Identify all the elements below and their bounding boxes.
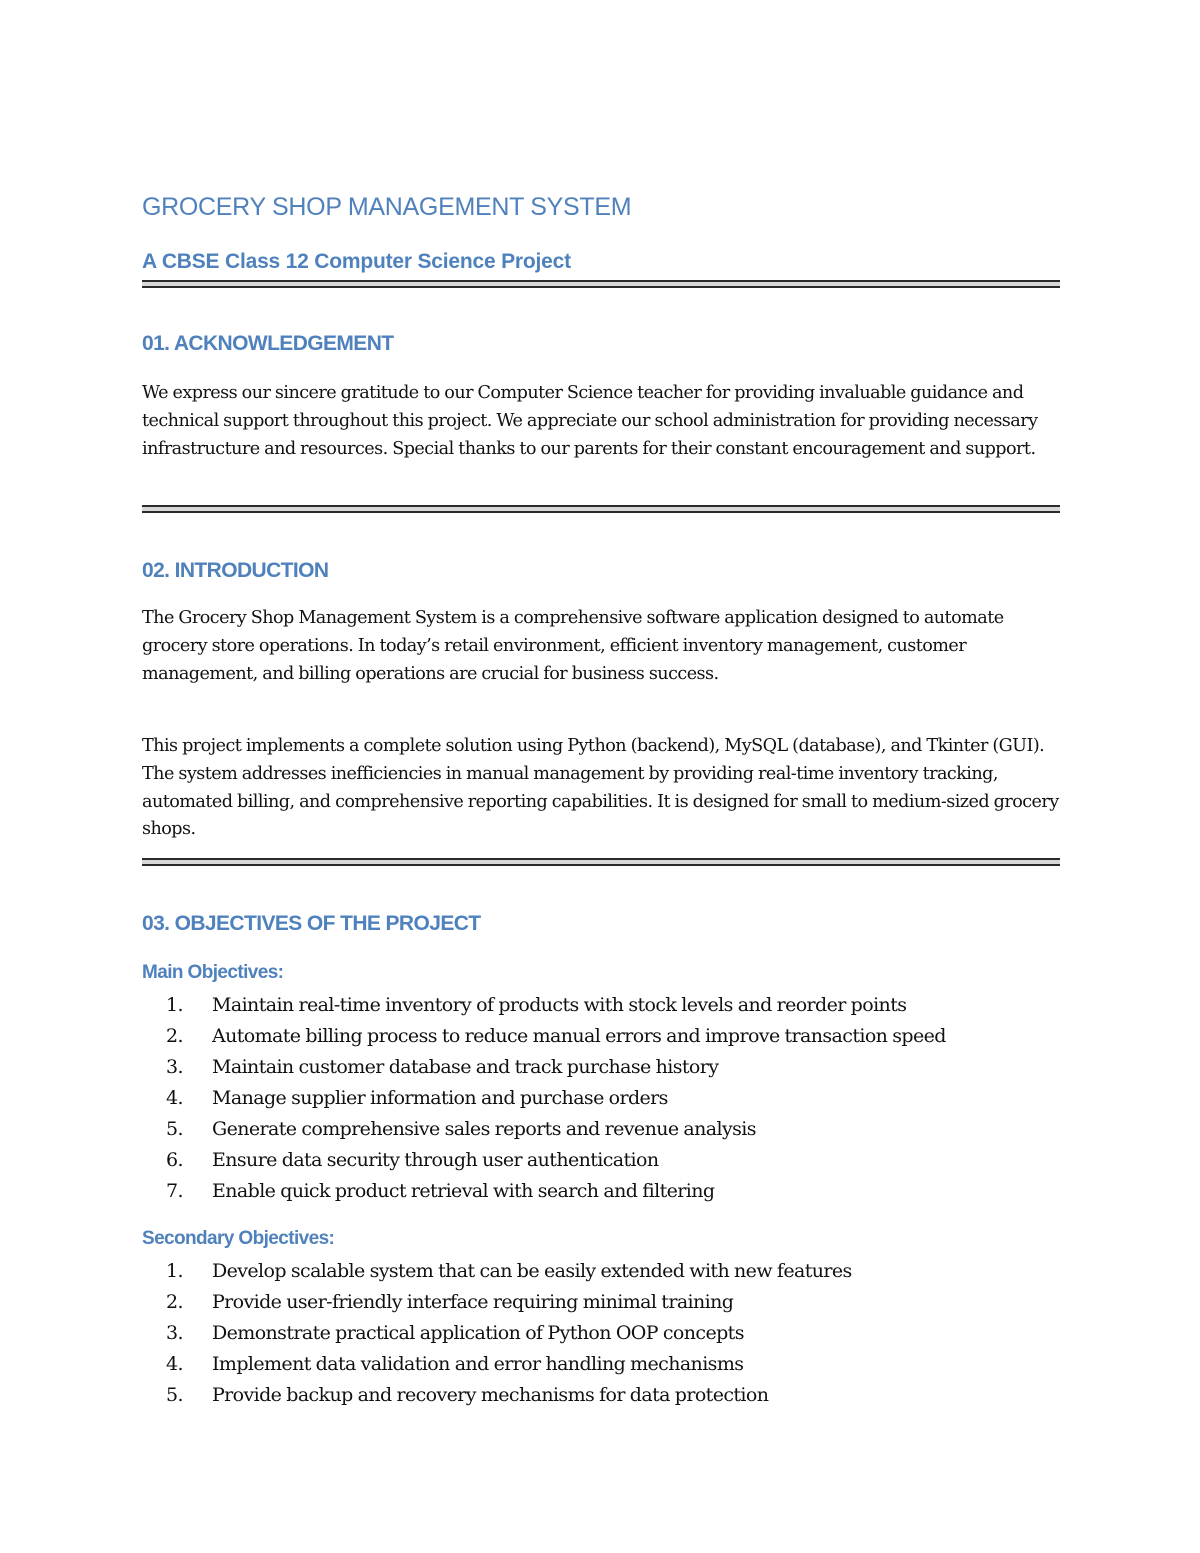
- list-text: Develop scalable system that can be easily extended with new features: [212, 1260, 852, 1282]
- list-text: Ensure data security through user authentication: [212, 1149, 659, 1171]
- list-item: [142, 1260, 852, 1291]
- list-text: Maintain customer database and track purchase history: [212, 1056, 719, 1078]
- list-number: 2.: [166, 1025, 183, 1047]
- list-item: [142, 1384, 852, 1415]
- section-heading-acknowledgement: 01. ACKNOWLEDGEMENT: [142, 332, 394, 355]
- list-number: 4.: [166, 1353, 183, 1375]
- subheading-main-objectives: Main Objectives:: [142, 962, 284, 983]
- list-number: 2.: [166, 1291, 183, 1313]
- divider: [142, 505, 1060, 513]
- list-text: Generate comprehensive sales reports and revenue analysis: [212, 1118, 756, 1140]
- list-item: [142, 1180, 946, 1211]
- list-item: [142, 1087, 946, 1118]
- introduction-paragraph-2: This project implements a complete solution using Python (backend), MySQL (database), and Tkinter (GUI). The system addresses inefficiencies in manual management by providing real-time inventory tracking, automated billing, and comprehensive reporting capabilities. It is designed for small to medium-sized grocery shops.: [142, 736, 1059, 840]
- list-number: 1.: [166, 994, 183, 1016]
- list-number: 5.: [166, 1118, 183, 1140]
- list-item: [142, 1149, 946, 1180]
- list-number: 7.: [166, 1180, 183, 1202]
- list-text: Demonstrate practical application of Python OOP concepts: [212, 1322, 744, 1344]
- main-objectives-list: [142, 994, 946, 1211]
- list-text: Provide backup and recovery mechanisms for data protection: [212, 1384, 769, 1406]
- list-number: 3.: [166, 1056, 183, 1078]
- introduction-paragraph-1: The Grocery Shop Management System is a comprehensive software application designed to automate grocery store operations. In today’s retail environment, efficient inventory management, customer management, and billing operations are crucial for business success.: [142, 608, 1004, 684]
- list-number: 3.: [166, 1322, 183, 1344]
- list-number: 5.: [166, 1384, 183, 1406]
- subheading-secondary-objectives: Secondary Objectives:: [142, 1228, 335, 1249]
- section-heading-introduction: 02. INTRODUCTION: [142, 559, 329, 582]
- list-text: Automate billing process to reduce manual errors and improve transaction speed: [212, 1025, 946, 1047]
- document-title: GROCERY SHOP MANAGEMENT SYSTEM: [142, 193, 632, 221]
- list-number: 6.: [166, 1149, 183, 1171]
- acknowledgement-paragraph: We express our sincere gratitude to our Computer Science teacher for providing invaluable guidance and technical support throughout this project. We appreciate our school administration for providing necessary infrastructure and resources. Special thanks to our parents for their constant encouragement and support.: [142, 383, 1038, 459]
- list-item: [142, 1353, 852, 1384]
- list-item: [142, 1056, 946, 1087]
- list-text: Enable quick product retrieval with search and filtering: [212, 1180, 715, 1202]
- document-subtitle: A CBSE Class 12 Computer Science Project: [142, 250, 571, 273]
- list-text: Manage supplier information and purchase orders: [212, 1087, 668, 1109]
- list-text: Maintain real-time inventory of products with stock levels and reorder points: [212, 994, 907, 1016]
- list-item: [142, 1322, 852, 1353]
- divider: [142, 280, 1060, 288]
- list-text: Provide user-friendly interface requiring minimal training: [212, 1291, 734, 1313]
- list-item: [142, 1025, 946, 1056]
- divider: [142, 858, 1060, 866]
- list-number: 4.: [166, 1087, 183, 1109]
- list-item: [142, 1118, 946, 1149]
- section-heading-objectives: 03. OBJECTIVES OF THE PROJECT: [142, 912, 481, 935]
- list-item: [142, 1291, 852, 1322]
- list-text: Implement data validation and error handling mechanisms: [212, 1353, 744, 1375]
- secondary-objectives-list: [142, 1260, 852, 1415]
- list-item: [142, 994, 946, 1025]
- list-number: 1.: [166, 1260, 183, 1282]
